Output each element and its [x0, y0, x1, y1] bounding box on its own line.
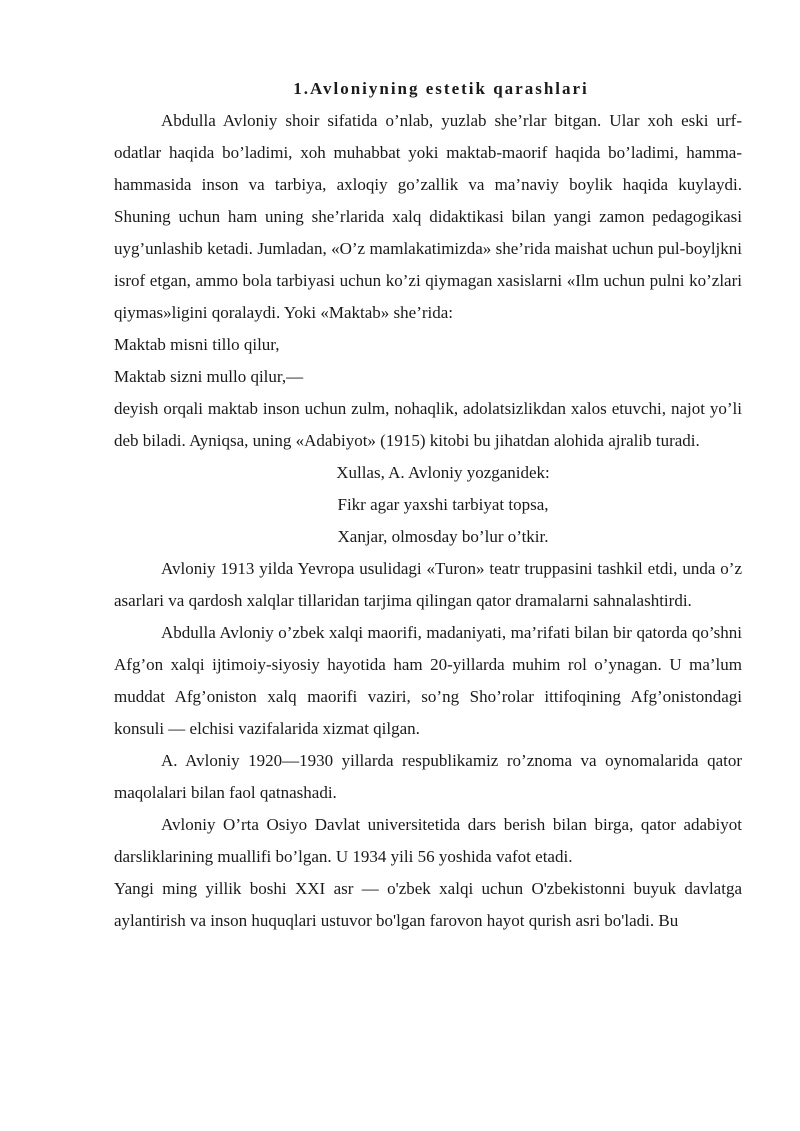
- verse-line: Maktab sizni mullo qilur,—: [114, 367, 304, 386]
- document-body: [114, 73, 742, 937]
- paragraph: Yangi ming yillik boshi XXI asr — o'zbek xalqi uchun O'zbekistonni buyuk davlatga aylantirish va inson huquqlari ustuvor bo'lgan farovon hayot qurish asri bo'ladi. Bu: [114, 879, 742, 930]
- quote-intro: Xullas, A. Avloniy yozganidek:: [336, 463, 550, 482]
- verse-line: Maktab misni tillo qilur,: [114, 335, 280, 354]
- paragraph: Avloniy O’rta Osiyo Davlat universitetida dars berish bilan birga, qator adabiyot darsliklarining muallifi bo’lgan. U 1934 yili 56 yoshida vafot etadi.: [114, 815, 742, 866]
- paragraph: A. Avloniy 1920—1930 yillarda respublikamiz ro’znoma va oynomalarida qator maqolalari bilan faol qatnashadi.: [114, 751, 742, 802]
- paragraph: Abdulla Avloniy o’zbek xalqi maorifi, madaniyati, ma’rifati bilan bir qatorda qo’shni Afg’on xalqi ijtimoiy-siyosiy hayotida ham 20-yillarda muhim rol o’ynagan. U ma’lum muddat Afg’oniston xalq maorifi vaziri, so’ng Sho’rolar ittifoqining Afg’onistondagi konsuli — elchisi vazifalarida xizmat qilgan.: [114, 623, 742, 738]
- section-title: 1.Avloniyning estetik qarashlari: [293, 79, 589, 98]
- paragraph: deyish orqali maktab inson uchun zulm, nohaqlik, adolatsizlikdan xalos etuvchi, najot yo’li deb biladi. Ayniqsa, uning «Adabiyot» (1915) kitobi bu jihatdan alohida ajralib turadi.: [114, 399, 742, 450]
- quote-line: Xanjar, olmosday bo’lur o’tkir.: [337, 527, 549, 546]
- paragraph: Avloniy 1913 yilda Yevropa usulidagi «Turon» teatr truppasini tashkil etdi, unda o’z asarlari va qardosh xalqlar tillaridan tarjima qilingan qator dramalarni sahnalashtirdi.: [114, 559, 742, 610]
- quote-line: Fikr agar yaxshi tarbiyat topsa,: [337, 495, 549, 514]
- paragraph: Abdulla Avloniy shoir sifatida o’nlab, yuzlab she’rlar bitgan. Ular xoh eski urf-odatlar haqida bo’ladimi, xoh muhabbat yoki maktab-maorif haqida bo’ladimi, hamma-hammasida inson va tarbiya, axloqiy go’zallik va ma’naviy boylik haqida kuylaydi. Shuning uchun ham uning she’rlarida xalq didaktikasi bilan yangi zamon pedagogikasi uyg’unlashib ketadi. Jumladan, «O’z mamlakatimizda» she’rida maishat uchun pul-boyljkni isrof etgan, ammo bola tarbiyasi uchun ko’zi qiymagan xasislarni «Ilm uchun pulni ko’zlari qiymas»ligini qoralaydi. Yoki «Maktab» she’rida:: [114, 111, 742, 322]
